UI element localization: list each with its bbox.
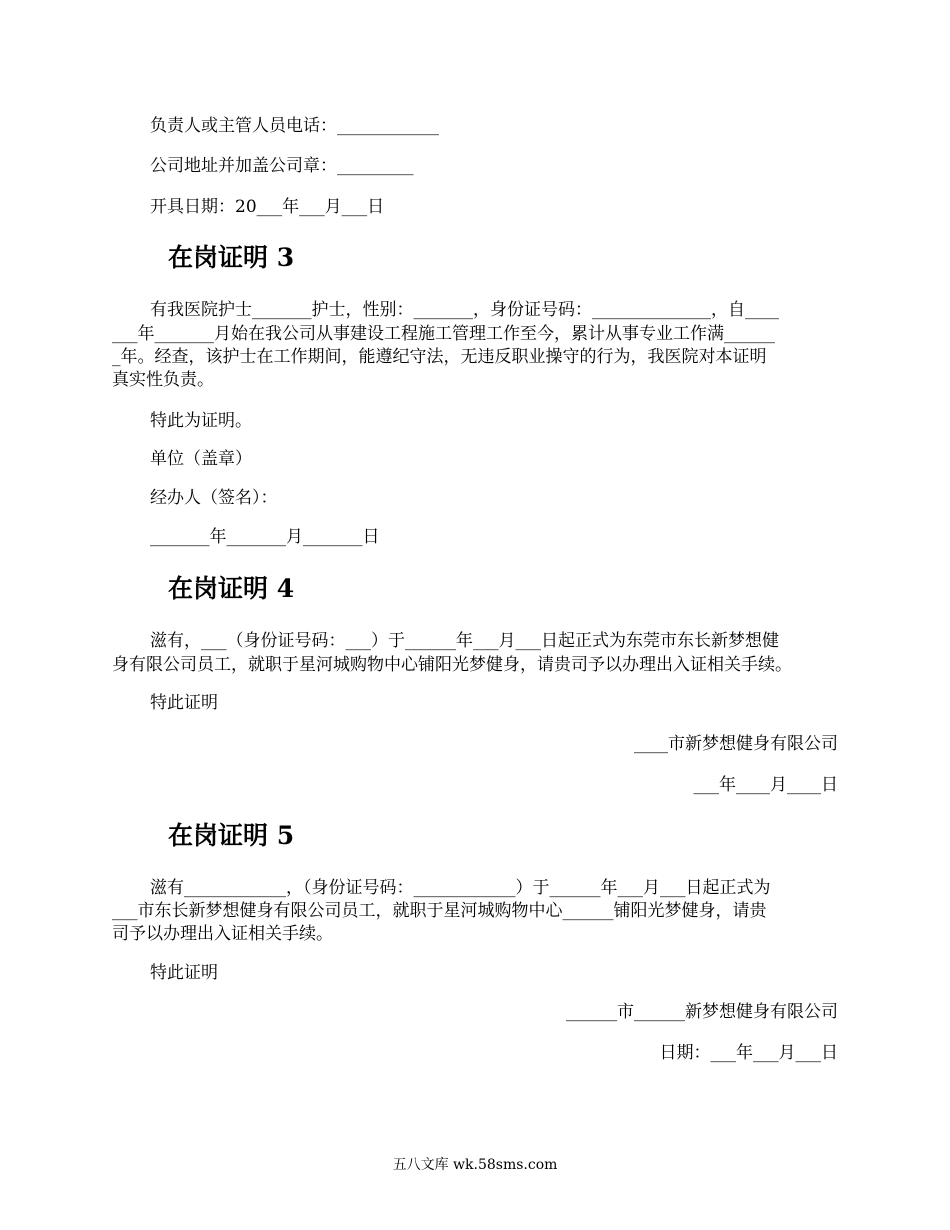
company-address-line: 公司地址并加盖公司章：_________ — [150, 156, 414, 176]
section-3-paragraph-line-1: 有我医院护士_______护士，性别：_______，身份证号码：______________，自____ — [150, 300, 779, 320]
manager-phone-line: 负责人或主管人员电话：____________ — [150, 116, 439, 136]
section-5-certify: 特此证明 — [150, 963, 218, 983]
footer-watermark: 五八文库 wk.58sms.com — [392, 1157, 558, 1173]
section-3-certify: 特此为证明。 — [150, 411, 252, 431]
section-5-paragraph-line-1: 滋有____________，（身份证号码：____________）于______年___月___日起正式为 — [150, 878, 771, 898]
section-3-heading: 在岗证明 3 — [168, 243, 295, 272]
section-5-company: ______市______新梦想健身有限公司 — [566, 1002, 838, 1022]
section-4-heading: 在岗证明 4 — [168, 574, 295, 603]
section-3-unit-seal: 单位（盖章） — [150, 449, 252, 469]
section-4-paragraph-line-1: 滋有，___（身份证号码：___）于______年___月___日起正式为东莞市东长新梦想健 — [150, 631, 779, 651]
section-5-heading: 在岗证明 5 — [168, 821, 295, 850]
section-4-certify: 特此证明 — [150, 693, 218, 713]
section-5-date: 日期：___年___月___日 — [659, 1043, 838, 1063]
section-4-date: ___年____月____日 — [693, 775, 838, 795]
section-3-paragraph-line-4: 真实性负责。 — [112, 370, 214, 390]
section-3-paragraph-line-2: ___年_______月始在我公司从事建设工程施工管理工作至今，累计从事专业工作满______ — [112, 324, 775, 344]
section-3-date: _______年_______月_______日 — [150, 527, 380, 547]
issue-date-line: 开具日期：20___年___月___日 — [150, 197, 385, 217]
section-4-paragraph-line-2: 身有限公司员工，就职于星河城购物中心铺阳光梦健身，请贵司予以办理出入证相关手续。 — [112, 655, 792, 675]
section-3-paragraph-line-3: _年。经查，该护士在工作期间，能遵纪守法，无违反职业操守的行为，我医院对本证明 — [112, 347, 767, 367]
section-5-paragraph-line-3: 司予以办理出入证相关手续。 — [112, 924, 333, 944]
section-3-handler-signature: 经办人（签名）： — [150, 488, 278, 508]
section-4-company: ____市新梦想健身有限公司 — [634, 734, 838, 754]
section-5-paragraph-line-2: ___市东长新梦想健身有限公司员工，就职于星河城购物中心______铺阳光梦健身，请贵 — [112, 901, 767, 921]
